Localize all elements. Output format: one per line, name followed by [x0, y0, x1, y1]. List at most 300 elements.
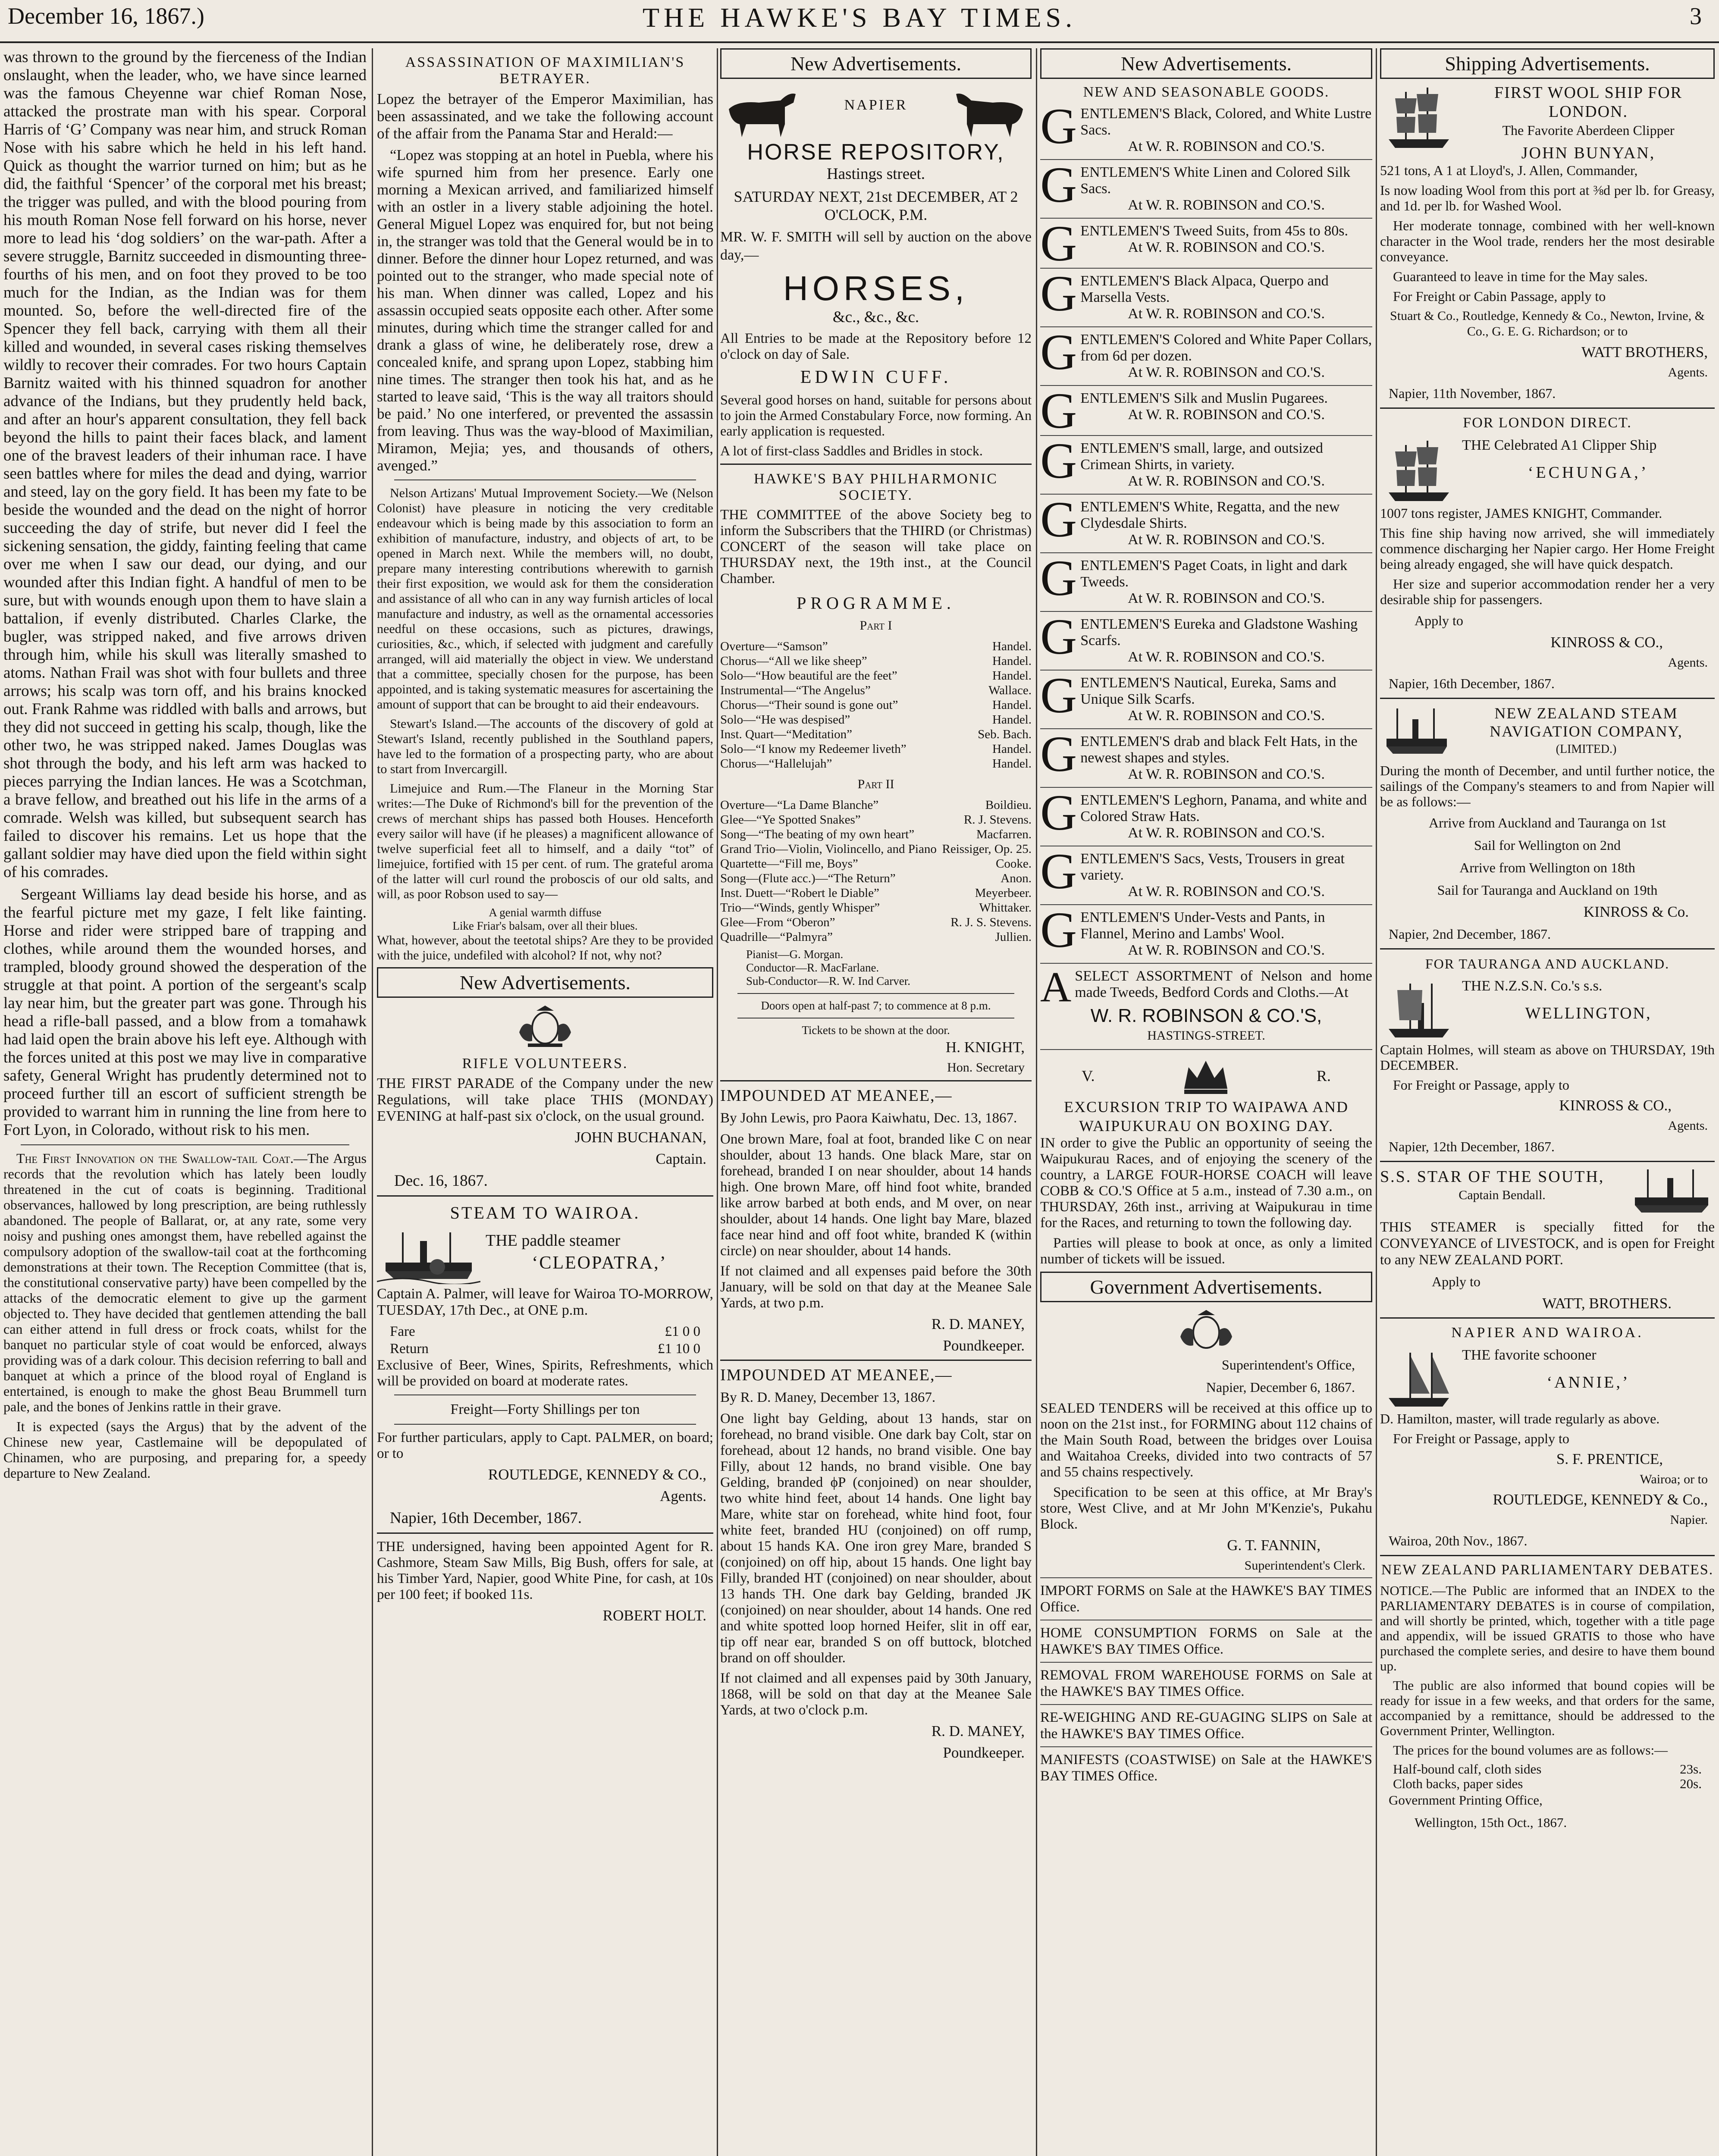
drop-cap: G — [1040, 440, 1077, 489]
divider — [377, 1532, 713, 1534]
article-paragraph: was thrown to the ground by the fierceness of the Indian onslaught, when the leader, who, we have since learned was the famous Cheyenne war chief Roman Nose, attacked the prostrate man with his spear. Corporal Harris of ‘G’ Company was near him, and struck Roman Nose with his sabre which he held in his left hand. Quick as thought the warrior turned on him; but as he did, the faithful ‘Spencer’ of the corporal met his breast; the trigger was pulled, and with the blood pouring from his mouth Roman Nose fell forward on his horse, never more to lead his ‘dog soldiers’ on the war-path. After a severe struggle, Barnitz succeeded in dismounting three-fourths of his men, and on foot they proved to be too much for the Indian, as the Indian was for them mounted. So, before the well-directed fire of the Spencer they fell back, carrying with them all their killed and wounded, in several cases risking themselves wildly to recover their comrades. For two hours Captain Barnitz waited with his thinned squadron for another advance of the Indians, but they prudently held back, and after an hour's apparent consultation, they fell back beyond the hills to paint their faces black, and lament one of the bravest leaders of their inhuman race. I have seen battles where for miles the dead and dying, warrior and steed, lay on the gory field. It has been my fate to be beside the wounded and the dead on the night of horror succeeding the day of strife, but never did I feel the sickening sensation, the giddy, fainting feeling that came over me when I saw our dead, our dying, and our wounded after this Indian fight. A handful of men to be sure, but with wounds enough upon them to have slain a battalion, if evenly distributed. Charles Clarke, the bugler, was stripped naked, and five arrows driven through him, while his skull was literally smashed to atoms. Nathan Frail was shot with four bullets and three arrows; his scalp was torn off, and his brains knocked out. Frank Rahme was riddled with balls and arrows, but they did not succeed in getting his scalp, though, like the other two, he was stripped naked. James Douglas was shot through the body, and his left arm was hacked to pieces parrying the Indian lances. He was a Scotchman, a brave fellow, and breathed out his life in the arms of a comrade. Welsh was killed, but subsequent search has failed to discover his remains. Let us hope that the gallant soldier may have died upon the field within sight of his comrades. — [3, 48, 367, 881]
programme-composer: Cooke. — [996, 857, 1032, 871]
forms-ad: REMOVAL FROM WAREHOUSE FORMS on Sale at the HAWKE'S BAY TIMES Office. — [1040, 1667, 1372, 1699]
drop-cap: G — [1040, 675, 1077, 724]
wool-text: Her moderate tonnage, combined with her well-known character in the Wool trade, renders her the most desirable conveyance. — [1380, 218, 1715, 264]
robinson-line: At W. R. ROBINSON and CO.'S. — [1128, 473, 1325, 489]
programme-composer: Jullien. — [995, 930, 1032, 944]
programme-composer: Handel. — [992, 713, 1032, 727]
steam-notice: THE paddle steamer — [486, 1232, 621, 1250]
signature-note: Wairoa; or to — [1640, 1472, 1708, 1486]
impounded-heading: IMPOUNDED AT MEANEE,— — [720, 1087, 953, 1105]
programme-piece: Song—(Flute acc.)—“The Return” — [720, 871, 896, 885]
programme-piece: Quartette—“Fill me, Boys” — [720, 857, 858, 871]
divider — [1380, 698, 1715, 699]
ad-text: ENTLEMEN'S Black Alpaca, Querpo and Marsella Vests. — [1080, 273, 1329, 305]
programme-composer: Seb. Bach. — [978, 727, 1032, 741]
new-advertisements-heading: New Advertisements. — [1040, 48, 1372, 79]
debates-prices — [1380, 1762, 1715, 1791]
divider — [1040, 218, 1372, 219]
sailing-ship-icon — [1380, 436, 1458, 505]
divider — [1040, 435, 1372, 436]
forms-ad: IMPORT FORMS on Sale at the HAWKE'S BAY TIMES Office. — [1040, 1583, 1372, 1615]
signature: KINROSS & CO., — [1550, 634, 1663, 651]
steam-freight: Freight—Forty Shillings per ton — [450, 1401, 640, 1417]
robinson-name: W. R. ROBINSON & CO.'S, — [1090, 1005, 1322, 1026]
london-text: This fine ship having now arrived, she will immediately commence discharging her Napier cargo. Her Home Freight being already engaged, she will have quick despatch. — [1380, 525, 1715, 572]
programme-composer: Handel. — [992, 698, 1032, 712]
fare-row — [377, 1340, 713, 1357]
signature: H. KNIGHT, — [945, 1039, 1025, 1056]
gentlemen-ad — [1040, 558, 1372, 607]
page-number: 3 — [1690, 3, 1702, 30]
edwin-cuff-heading: EDWIN CUFF. — [800, 367, 952, 387]
drop-cap: G — [1040, 733, 1077, 782]
notice-date: Napier, 11th November, 1867. — [1389, 385, 1556, 401]
drop-cap: G — [1040, 909, 1077, 958]
programme-piece: Overture—“Samson” — [720, 639, 828, 653]
article-paragraph: What, however, about the teetotal ships? Are they to be provided with the juice, undefiled with alcohol? If not, why not? — [377, 933, 713, 962]
drop-cap: G — [1040, 332, 1077, 380]
programme-item — [720, 712, 1032, 727]
ad-text: ENTLEMEN'S Silk and Muslin Pugarees. — [1080, 390, 1328, 406]
masthead — [0, 0, 1719, 43]
article-lead: The First Innovation on the Swallow-tail Coat. — [16, 1150, 294, 1166]
ship-name: ‘ANNIE,’ — [1546, 1373, 1630, 1391]
divider — [720, 1080, 1032, 1081]
programme-composer: Handel. — [992, 639, 1032, 653]
ship-name: ‘CLEOPATRA,’ — [532, 1253, 667, 1273]
notice-date: Napier, 2nd December, 1867. — [1389, 926, 1551, 942]
divider — [1040, 728, 1372, 729]
sub-conductor: Sub-Conductor—R. W. Ind Carver. — [746, 975, 910, 987]
programme-piece: Quadrille—“Palmyra” — [720, 930, 833, 944]
tender-text: Specification to be seen at this office, at Mr Bray's store, West Clive, and at Mr John M'Kenzie's, Pukahu Block. — [1040, 1485, 1372, 1532]
divider — [1380, 948, 1715, 950]
ship-name: ‘ECHUNGA,’ — [1528, 464, 1649, 482]
wairoa-text: D. Hamilton, master, will trade regularly as above. — [1380, 1411, 1660, 1426]
programme-piece: Instrumental—“The Angelus” — [720, 683, 871, 697]
crest-letter: R. — [1316, 1067, 1331, 1084]
divider — [720, 464, 1032, 465]
divider — [1040, 552, 1372, 553]
programme-item — [720, 683, 1032, 698]
crest-letter: V. — [1082, 1067, 1095, 1084]
ad-text: ENTLEMEN'S Sacs, Vests, Trousers in great variety. — [1080, 851, 1345, 883]
programme-composer: Macfarren. — [976, 827, 1032, 841]
column-rule — [1376, 48, 1377, 2156]
nz-steam-heading: NEW ZEALAND STEAM NAVIGATION COMPANY, — [1490, 705, 1683, 740]
robinson-line: At W. R. ROBINSON and CO.'S. — [1128, 532, 1325, 548]
divider — [1040, 963, 1372, 964]
programme-item — [720, 798, 1032, 812]
divider — [1040, 326, 1372, 327]
tauranga-heading: FOR TAURANGA AND AUCKLAND. — [1425, 956, 1670, 971]
ad-text: ENTLEMEN'S Colored and White Paper Collars, from 6d per dozen. — [1080, 332, 1372, 364]
fare-value: £1 10 0 — [658, 1341, 700, 1357]
wool-text: Is now loading Wool from this port at ⅜d per lb. for Greasy, and 1d. per lb. for Washed Wool. — [1380, 182, 1715, 213]
column-2 — [377, 48, 713, 2156]
drop-cap: G — [1040, 792, 1077, 841]
select-assortment — [1040, 963, 1372, 1011]
wool-text: 521 tons, A 1 at Lloyd's, J. Allen, Commander, — [1380, 163, 1638, 178]
programme-item — [720, 900, 1032, 915]
column-rule — [1036, 48, 1037, 2156]
signature-title: Agents. — [1668, 655, 1708, 670]
auction-text: MR. W. F. SMITH will sell by auction on the above day,— — [720, 229, 1032, 263]
signature-title: Agents. — [1668, 365, 1708, 379]
forms-ad: MANIFESTS (COASTWISE) on Sale at the HAWKE'S BAY TIMES Office. — [1040, 1752, 1372, 1784]
programme-item — [720, 742, 1032, 756]
ad-text: ENTLEMEN'S Tweed Suits, from 45s to 80s. — [1080, 223, 1348, 239]
price-row — [1380, 1777, 1715, 1791]
robinson-line: At W. R. ROBINSON and CO.'S. — [1128, 590, 1325, 606]
entries-text: All Entries to be made at the Repository before 12 o'clock on day of Sale. — [720, 331, 1032, 362]
gentlemen-ad — [1040, 909, 1372, 959]
programme-piece: Chorus—“Hallelujah” — [720, 757, 832, 771]
ad-text: ENTLEMEN'S Paget Coats, in light and dark Tweeds. — [1080, 558, 1348, 590]
divider — [1040, 670, 1372, 671]
steamer-icon — [1380, 704, 1453, 760]
column-rule — [372, 48, 373, 2156]
article-paragraph: Sergeant Williams lay dead beside his horse, and as the fearful picture met my gaze, I felt like fainting. Horse and rider were stripped bare of trapping and clothes, while around them the wounded horses, and trampled, bloody ground showed the desperation of the struggle at that point. A portion of the sergeant's scalp lay near him, but the greater part was gone. Through his head a rifle-ball passed, and a blow from a tomahawk had laid open the brain above his left eye. Although with the forces united at this post we may live in comparative safety, General Wright has prudently determined not to proceed further till an escort of sufficient strength be provided to warrant him in running the line from here to Fort Lyon, in Colorado, without risk to his men. — [3, 886, 367, 1139]
divider — [21, 1144, 349, 1145]
sailing-row: Sail for Wellington on 2nd — [1474, 837, 1621, 853]
divider — [1380, 1161, 1715, 1162]
ship-name: WELLINGTON, — [1525, 1004, 1652, 1022]
programme-piece: Glee—“Ye Spotted Snakes” — [720, 813, 861, 827]
price-value: 23s. — [1680, 1761, 1702, 1777]
impounded-list: One light bay Gelding, about 13 hands, star on forehead, no brand visible. One dark bay Colt, star on forehead, about 12 hands, no brand visible. One bay Filly, about 12 hands, no brand visible. One bay Gelding, branded ϕP (conjoined) on near shoulder, two white hind feet, about 14 hands. One light bay Mare, white star on forehead, white hind foot, four white feet, branded HU (conjoined) on off rump, about 15 hands KA. One iron grey Mare, branded S (conjoined) on off hip, about 15 hands. One light bay Filly, branded HT (conjoined) on near shoulder, about 13 hands TH. One dark bay Gelding, branded JK (conjoined) on near shoulder, about 14 hands. One red and white spotted loop horned Heifer, slit in off ear, tip off near ear, branded S on off buttock, blotched brand on off shoulder. — [720, 1411, 1032, 1666]
programme-piece: Grand Trio—Violin, Violincello, and Piano — [720, 842, 937, 856]
signature: R. D. MANEY, — [931, 1723, 1025, 1739]
programme-composer: Whittaker. — [979, 901, 1032, 915]
divider — [1380, 1317, 1715, 1319]
programme-item — [720, 842, 1032, 856]
gentlemen-ads — [1040, 106, 1372, 959]
divider — [1040, 1746, 1372, 1747]
programme-composer: Anon. — [1001, 871, 1032, 885]
fare-label: Fare — [390, 1324, 415, 1339]
programme-item — [720, 856, 1032, 871]
programme-item — [720, 827, 1032, 842]
gentlemen-ad — [1040, 733, 1372, 783]
gov-office: Superintendent's Office, — [1221, 1357, 1355, 1373]
ad-text: ENTLEMEN'S Leghorn, Panama, and white and Colored Straw Hats. — [1080, 792, 1367, 824]
programme-item — [720, 756, 1032, 771]
impounded-by: By R. D. Maney, December 13, 1867. — [720, 1390, 936, 1405]
wool-text: For Freight or Cabin Passage, apply to — [1393, 288, 1606, 304]
signature-title: Poundkeeper. — [943, 1744, 1025, 1761]
part-two-heading: Part II — [857, 777, 894, 791]
drop-cap: G — [1040, 223, 1077, 263]
nz-text: During the month of December, and until further notice, the sailings of the Company's steamers to and from Napier will be as follows:— — [1380, 763, 1715, 809]
sailing-ship-icon — [1380, 83, 1458, 152]
programme-piece: Overture—“La Dame Blanche” — [720, 798, 879, 812]
price-value: 20s. — [1680, 1776, 1702, 1791]
programme-piece: Solo—“I know my Redeemer liveth” — [720, 742, 907, 756]
steamer-icon — [377, 1228, 480, 1284]
impounded-list: One brown Mare, foal at foot, branded like C on near shoulder, about 13 hands. One black Mare, star on forehead, branded I on near shoulder, about 14 hands high. One brown Mare, off hind foot white, branded like arrow barbed at both ends, and M over, on near shoulder, about 14 hands. One light bay Mare, blazed face near hind and off foot white, branded K (within circle) on near shoulder, about 14 hands. — [720, 1131, 1032, 1259]
column-5 — [1380, 48, 1715, 2156]
column-1-article — [3, 48, 367, 2156]
horse-banner — [720, 83, 1032, 139]
programme-piece: Solo—“He was despised” — [720, 713, 850, 727]
programme-composer: Wallace. — [988, 683, 1032, 697]
horse-repository-title: HORSE REPOSITORY, — [747, 140, 1005, 165]
gov-date: Napier, December 6, 1867. — [1206, 1379, 1355, 1395]
notice-date: Dec. 16, 1867. — [394, 1172, 488, 1190]
article-body: —The Argus records that the revolution which has lately been loudly threatened in the cut of coats is beginning. Traditional observances, hallowed by long prescription, are being ruthlessly abandoned. The people of Ballarat, or, at any rate, some very noisy and pushing ones amongst them, have rebelled against the compulsory adoption of the swallow-tail coat at the forthcoming demonstrations at their town. The Reception Committee (that is, the constitutional conservative party) have been compelled by the attacks of the democratic element to give up the garment objected to. They have decided that gentlemen attending the ball can either attend in full dress or frock coats, whilst for the banquet no particular style of coat would be enforced, always providing was of a dark colour. This decision referring to ball and banquet at which a prince of the blood royal of England is entertained, is enough to make the ghost Beau Brummell turn pale, and the bones of Jenkins rattle in their grave. — [3, 1150, 367, 1414]
divider — [377, 1195, 713, 1197]
drop-cap: G — [1040, 390, 1077, 431]
programme-piece: Chorus—“All we like sheep” — [720, 654, 867, 668]
programme-heading: PROGRAMME. — [797, 593, 955, 613]
drop-cap: G — [1040, 558, 1077, 606]
signature-title: Captain. — [656, 1150, 706, 1167]
sailing-row: Sail for Tauranga and Auckland on 19th — [1437, 882, 1658, 898]
ad-text: ENTLEMEN'S small, large, and outsized Crimean Shirts, in variety. — [1080, 440, 1323, 473]
cuff-text: Several good horses on hand, suitable for persons about to join the Armed Constabulary Force, now forming. An early application is requested. — [720, 392, 1032, 439]
ad-text: ENTLEMEN'S Eureka and Gladstone Washing Scarfs. — [1080, 616, 1358, 649]
printing-office: Government Printing Office, — [1389, 1792, 1543, 1808]
robinson-line: At W. R. ROBINSON and CO.'S. — [1128, 138, 1325, 154]
sale-date: SATURDAY NEXT, 21st DECEMBER, AT 2 O'CLOCK, P.M. — [734, 188, 1018, 223]
divider — [1040, 787, 1372, 788]
divider — [1040, 1049, 1372, 1050]
programme-item — [720, 886, 1032, 900]
gentlemen-ad — [1040, 616, 1372, 665]
divider — [1040, 1662, 1372, 1663]
signature: WATT BROTHERS, — [1581, 344, 1708, 360]
signature: G. T. FANNIN, — [1227, 1537, 1321, 1554]
new-advertisements-heading: New Advertisements. — [720, 48, 1032, 79]
impounded-terms: If not claimed and all expenses paid by 30th January, 1868, will be sold on that day at the Meanee Sale Yards, at two o'clock p.m. — [720, 1670, 1032, 1718]
forms-ads — [1040, 1577, 1372, 1784]
schooner-icon — [1380, 1346, 1458, 1411]
crown-icon — [1178, 1054, 1234, 1097]
napier-wairoa-heading: NAPIER AND WAIROA. — [1451, 1325, 1644, 1341]
article-paragraph: “Lopez was stopping at an hotel in Puebla, where his wife spurned him from her presence. Early one morning a Mexican arrived, and familiarized himself with an ostler in a livery stable adjoining the hotel. General Miguel Lopez was enquired for, but not being in, the stranger was told that the General would be in to dinner. Before the dinner hour Lopez returned, and was pointed out to the stranger, who made special note of his man. When dinner was called, Lopez and his assassin occupied seats opposite each other. After some minutes, during which time the stranger called for and drank a glass of wine, he deliberately rose, drew a concealed knife, and sprang upon Lopez, stabbing him nine times. The stranger then took his hat, and as he started to leave said, ‘This is the way all traitors should be paid.’ No one interfered, or prevented the assassin from leaving. Thus was the way-blood of Maximilian, Miramon, Mejia; yes, and thousands of others, avenged.” — [377, 147, 713, 474]
programme-item — [720, 654, 1032, 668]
signature-title: Superintendent's Clerk. — [1244, 1558, 1365, 1573]
stewart-island-article: Stewart's Island.—The accounts of the discovery of gold at Stewart's Island, recently published in the Southland papers, have led to the formation of a prospecting party, who are about to start from Invercargill. — [377, 717, 713, 776]
drop-cap: G — [1040, 851, 1077, 899]
impounded-heading: IMPOUNDED AT MEANEE,— — [720, 1366, 953, 1384]
divider — [1040, 904, 1372, 905]
wairoa-text: For Freight or Passage, apply to — [1393, 1431, 1569, 1446]
london-text: THE Celebrated A1 Clipper Ship — [1462, 437, 1657, 453]
verse-line: Like Friar's balsam, over all their blues. — [452, 919, 638, 932]
horse-icon — [945, 83, 1032, 139]
royal-arms-icon — [1170, 1307, 1243, 1354]
impounded-by: By John Lewis, pro Paora Kaiwhatu, Dec. 13, 1867. — [720, 1110, 1017, 1126]
verse-line: A genial warmth diffuse — [489, 906, 602, 919]
programme-piece: Song—“The beating of my own heart” — [720, 827, 915, 841]
debates-text: The public are also informed that bound copies will be ready for issue in a few weeks, and that orders for the same, accompanied by a remittance, should be addressed to the Government Printer, Wellington. — [1380, 1678, 1715, 1738]
programme-piece: Inst. Quart—“Meditation” — [720, 727, 853, 741]
divider — [1040, 385, 1372, 386]
column-3 — [720, 48, 1032, 2156]
drop-cap: G — [1040, 164, 1077, 213]
robinson-line: At W. R. ROBINSON and CO.'S. — [1128, 884, 1325, 899]
ship-name: JOHN BUNYAN, — [1521, 144, 1656, 162]
divider — [1040, 494, 1372, 495]
drop-cap: G — [1040, 273, 1077, 322]
gentlemen-ad — [1040, 390, 1372, 431]
new-advertisements-heading: New Advertisements. — [377, 967, 713, 998]
drop-cap: G — [1040, 499, 1077, 548]
forms-ad: RE-WEIGHING AND RE-GUAGING SLIPS on Sale at the HAWKE'S BAY TIMES Office. — [1040, 1710, 1372, 1742]
government-advertisements-heading: Government Advertisements. — [1040, 1272, 1372, 1302]
horse-napier: NAPIER — [844, 97, 908, 113]
gentlemen-ad — [1040, 164, 1372, 213]
tender-text: SEALED TENDERS will be received at this office up to noon on the 21st inst., for FORMING about 112 chains of the Main South Road, between the bridges over Louisa and Waitahoa Creeks, divided into two contracts of 57 and 55 chains respectively. — [1040, 1401, 1372, 1480]
forms-ad: HOME CONSUMPTION FORMS on Sale at the HAWKE'S BAY TIMES Office. — [1040, 1625, 1372, 1657]
star-of-south-captain: Captain Bendall. — [1459, 1188, 1546, 1202]
swallow-tail-article — [3, 1150, 367, 1414]
royal-arms-icon — [511, 1002, 580, 1050]
notice-date: Napier, 12th December, 1867. — [1389, 1139, 1555, 1154]
wool-text: The Favorite Aberdeen Clipper — [1502, 122, 1675, 138]
signature: R. D. MANEY, — [931, 1316, 1025, 1332]
steam-notice: Exclusive of Beer, Wines, Spirits, Refreshments, which will be provided on board at moderate rates. — [377, 1357, 713, 1389]
robinson-line: At W. R. ROBINSON and CO.'S. — [1128, 197, 1325, 213]
excursion-text: Parties will please to book at once, as only a limited number of tickets will be issued. — [1040, 1235, 1372, 1267]
wool-ship-heading: FIRST WOOL SHIP FOR LONDON. — [1494, 84, 1683, 121]
robinson-line: At W. R. ROBINSON and CO.'S. — [1128, 239, 1325, 255]
ad-text: ENTLEMEN'S White, Regatta, and the new Clydesdale Shirts. — [1080, 499, 1340, 531]
robinson-line: At W. R. ROBINSON and CO.'S. — [1128, 306, 1325, 322]
price-label: Half-bound calf, cloth sides — [1393, 1761, 1542, 1777]
divider — [1380, 407, 1715, 409]
sailing-ship-icon — [1380, 977, 1458, 1042]
divider — [394, 479, 696, 480]
signature-title: Hon. Secretary — [947, 1060, 1025, 1075]
programme-item — [720, 668, 1032, 683]
divider — [720, 1360, 1032, 1361]
ad-text: ENTLEMEN'S Black, Colored, and White Lustre Sacs. — [1080, 106, 1372, 138]
signature: KINROSS & CO., — [1559, 1097, 1672, 1114]
signature: ROBERT HOLT. — [602, 1607, 706, 1624]
horses-etc: &c., &c., &c. — [832, 308, 919, 326]
wool-agents: Stuart & Co., Routledge, Kennedy & Co., Newton, Irvine, & Co., G. E. G. Richardson; or to — [1390, 309, 1705, 338]
cuff-text: A lot of first-class Saddles and Bridles in stock. — [720, 443, 983, 458]
select-text: SELECT ASSORTMENT of Nelson and home made Tweeds, Bedford Cords and Cloths.—At — [1075, 968, 1372, 1000]
robinson-line: At W. R. ROBINSON and CO.'S. — [1128, 407, 1325, 423]
london-heading: FOR LONDON DIRECT. — [1463, 415, 1632, 431]
fare-value: £1 0 0 — [665, 1324, 700, 1339]
horse-icon — [720, 83, 806, 139]
programme-item — [720, 639, 1032, 654]
chinese-article: It is expected (says the Argus) that by the advent of the Chinese new year, Castlemaine will be depopulated of Chinamen, who are purposing, and preparing for, a speedy departure to New Zealand. — [3, 1419, 367, 1481]
signature: JOHN BUCHANAN, — [574, 1129, 706, 1146]
programme-composer: Handel. — [992, 742, 1032, 756]
gentlemen-ad — [1040, 792, 1372, 841]
divider — [737, 993, 1014, 994]
london-text: Her size and superior accommodation render her a very desirable ship for passengers. — [1380, 576, 1715, 607]
steam-notice: Captain A. Palmer, will leave for Wairoa TO-MORROW, TUESDAY, 17th Dec., at ONE p.m. — [377, 1286, 713, 1318]
steamer-icon — [1628, 1167, 1715, 1219]
wairoa-text: THE favorite schooner — [1462, 1347, 1597, 1363]
programme-item — [720, 812, 1032, 827]
signature: KINROSS & Co. — [1583, 903, 1689, 920]
programme-item — [720, 727, 1032, 742]
sailing-row: Arrive from Auckland and Tauranga on 1st — [1429, 815, 1666, 830]
gentlemen-ad — [1040, 332, 1372, 381]
tauranga-text: THE N.Z.S.N. Co.'s s.s. — [1462, 978, 1603, 994]
star-of-south-heading: S.S. STAR OF THE SOUTH, — [1380, 1168, 1605, 1186]
vr-crest — [1040, 1054, 1372, 1097]
wool-text: Guaranteed to leave in time for the May sales. — [1393, 269, 1648, 284]
gentlemen-ad — [1040, 223, 1372, 263]
apply-to: Apply to — [1415, 613, 1463, 628]
part-one-heading: Part I — [860, 618, 892, 633]
signature: ROUTLEDGE, KENNEDY & Co., — [1493, 1491, 1708, 1508]
ad-text: ENTLEMEN'S drab and black Felt Hats, in the newest shapes and styles. — [1080, 733, 1358, 766]
robinson-line: At W. R. ROBINSON and CO.'S. — [1128, 708, 1325, 724]
apply-to: Apply to — [1432, 1274, 1481, 1289]
gentlemen-ad — [1040, 675, 1372, 724]
notice-date: Wellington, 15th Oct., 1867. — [1415, 1815, 1567, 1830]
conductor: Conductor—R. MacFarlane. — [746, 961, 879, 974]
horse-street: Hastings street. — [826, 165, 925, 183]
signature-title: Agents. — [660, 1488, 706, 1504]
tauranga-text: Captain Holmes, will steam as above on THURSDAY, 19th DECEMBER. — [1380, 1042, 1715, 1073]
column-rule — [717, 48, 718, 2156]
notice-date: Wairoa, 20th Nov., 1867. — [1389, 1533, 1528, 1548]
philharmonic-heading: HAWKE'S BAY PHILHARMONIC SOCIETY. — [754, 471, 998, 503]
robinson-line: At W. R. ROBINSON and CO.'S. — [1128, 649, 1325, 665]
horses-word: HORSES, — [783, 269, 969, 307]
robinson-line: At W. R. ROBINSON and CO.'S. — [1128, 766, 1325, 782]
gentlemen-ad — [1040, 273, 1372, 322]
divider — [1040, 1704, 1372, 1705]
shipping-advertisements-heading: Shipping Advertisements. — [1380, 48, 1715, 79]
programme-item — [720, 698, 1032, 712]
debates-heading: NEW ZEALAND PARLIAMENTARY DEBATES. — [1381, 1562, 1714, 1578]
price-label: Cloth backs, paper sides — [1393, 1776, 1523, 1791]
divider — [1040, 1577, 1372, 1578]
limejuice-article: Limejuice and Rum.—The Flaneur in the Morning Star writes:—The Duke of Richmond's bill for the prevention of the crews of merchant ships has passed both Houses. Henceforth every sailor will have (if he pleases) a magnificent allowance of twelve superficial feet all to himself, and a daily “tot” of limejuice, fortified with 15 per cent. of rum. The grateful aroma of the latter will curl round the proboscis of our old salts, and will, as poor Robson used to say— — [377, 781, 713, 901]
nz-sailings — [1380, 814, 1715, 899]
doors-time: Doors open at half-past 7; to commence at 8 p.m. — [761, 999, 991, 1012]
programme-part-two — [720, 798, 1032, 944]
signature: S. F. PRENTICE, — [1556, 1451, 1663, 1467]
price-row — [1380, 1762, 1715, 1777]
ad-text: ENTLEMEN'S Under-Vests and Pants, in Flannel, Merino and Lambs' Wool. — [1080, 909, 1325, 942]
column-4 — [1040, 48, 1372, 2156]
goods-heading: NEW AND SEASONABLE GOODS. — [1083, 84, 1330, 100]
robinson-address: HASTINGS-STREET. — [1147, 1028, 1265, 1043]
rifle-notice: THE FIRST PARADE of the Company under the new Regulations, will take place THIS (MONDAY) EVENING at half-past six o'clock, on the usual ground. — [377, 1075, 713, 1124]
steam-notice: For further particulars, apply to Capt. PALMER, on board; or to — [377, 1430, 713, 1461]
signature: WATT, BROTHERS. — [1542, 1295, 1672, 1312]
robinson-line: At W. R. ROBINSON and CO.'S. — [1128, 364, 1325, 380]
excursion-heading: EXCURSION TRIP TO WAIPAWA AND WAIPUKURAU ON BOXING DAY. — [1064, 1098, 1349, 1134]
programme-item — [720, 871, 1032, 886]
notice-date: Napier, 16th December, 1867. — [390, 1509, 582, 1527]
gentlemen-ad — [1040, 440, 1372, 489]
article-paragraph: Lopez the betrayer of the Emperor Maximilian, has been assassinated, and we take the following account of the affair from the Panama Star and Herald:— — [377, 91, 713, 142]
timber-notice: THE undersigned, having been appointed Agent for R. Cashmore, Steam Saw Mills, Big Bush, offers for sale, at his Timber Yard, Napier, good White Pine, for cash, at 10s per 100 feet; if booked 11s. — [377, 1539, 713, 1602]
drop-cap: G — [1040, 106, 1077, 154]
debates-text: The prices for the bound volumes are as follows:— — [1393, 1742, 1668, 1758]
programme-item — [720, 915, 1032, 930]
steam-to-wairoa-heading: STEAM TO WAIROA. — [450, 1203, 640, 1222]
robinson-line: At W. R. ROBINSON and CO.'S. — [1128, 825, 1325, 841]
nelson-article: Nelson Artizans' Mutual Improvement Society.—We (Nelson Colonist) have pleasure in noticing the very creditable endeavour which is being made by this association to form an exhibition of manufacture, industry, and objects of art, to be opened in March next. While the members will, no doubt, prepare many interesting contributions wherewith to garnish their first exposition, we would ask for them the consideration and assistance of all who can in any way furnish articles of local manufacture and industry, as well as the ornamental accessories needful on these occasions, such as pictures, drawings, curiosities, &c., which, if selected with judgment and carefully arranged, will aid materially the object in view. We understand that a committee, specially chosen for the purpose, has been appointed, and is taking systematic measures for ascertaining the amount of support that can be brought to aid their endeavours. — [377, 486, 713, 711]
